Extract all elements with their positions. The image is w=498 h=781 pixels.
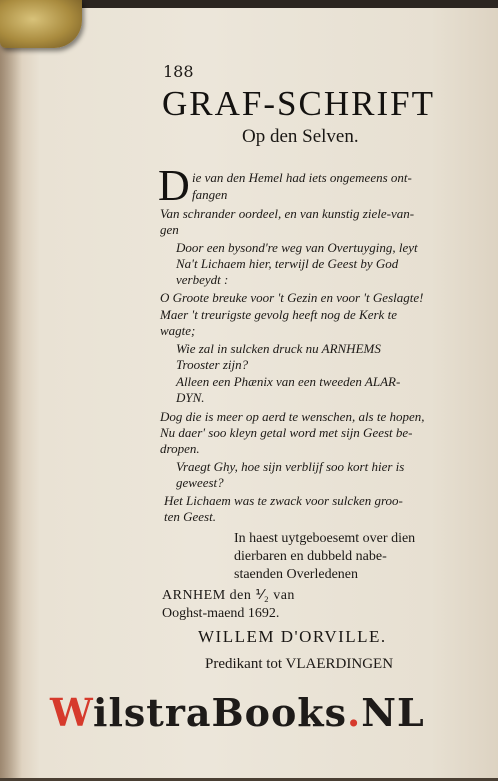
dateline-month-year: Ooghst-maend 1692. <box>162 606 280 621</box>
poem-line-2: fangen <box>192 187 228 202</box>
poem-line-4: gen <box>160 222 179 237</box>
brass-clip-icon <box>0 0 82 48</box>
poem-line-11: Wie zal in sulcken druck nu ARNHEMS <box>176 341 381 356</box>
page-number: 188 <box>163 62 194 81</box>
watermark-initial: W <box>50 690 94 735</box>
poem-line-13: Alleen een Phænix van een tweeden ALAR- <box>176 374 401 389</box>
signature-name: WILLEM D'ORVILLE. <box>198 627 387 646</box>
poem-line-15: Dog die is meer op aerd te wenschen, als te hopen, <box>160 409 425 424</box>
poem-line-1: ie van den Hemel had iets ongemeens ont- <box>192 170 412 185</box>
postscript-line-1: In haest uytgeboesemt over dien <box>234 531 416 546</box>
poem-line-3: Van schrander oordeel, en van kunstig ziele-van- <box>160 206 415 221</box>
watermark-dot: . <box>347 690 362 735</box>
poem-line-21: ten Geest. <box>164 509 216 524</box>
poem-line-9: Maer 't treurigste gevolg heeft nog de Kerk te <box>160 307 397 322</box>
postscript-line-3: staenden Overledenen <box>234 567 358 582</box>
watermark-tld: NL <box>361 690 425 735</box>
page-subtitle: Op den Selven. <box>242 126 359 147</box>
poem-line-7: verbeydt : <box>176 272 229 287</box>
poem-line-16: Nu daer' soo kleyn getal word met sijn Geest be- <box>160 425 413 440</box>
watermark-name: ilstraBooks <box>93 690 348 735</box>
postscript-line-2: dierbaren en dubbeld nabe- <box>234 549 387 564</box>
signature-role: Predikant tot VLAERDINGEN <box>205 656 394 672</box>
poem-line-8: O Groote breuke voor 't Gezin en voor 't Geslagte! <box>160 290 424 305</box>
poem-line-20: Het Lichaem was te zwack voor sulcken groo- <box>164 493 403 508</box>
poem-line-6: Na't Lichaem hier, terwijl de Geest by God <box>176 256 399 271</box>
poem-line-18: Vraegt Ghy, hoe sijn verblijf soo kort hier is <box>176 459 405 474</box>
watermark <box>50 690 425 735</box>
poem-line-12: Trooster zijn? <box>176 357 249 372</box>
page-gutter-shadow <box>0 8 22 778</box>
poem-line-10: wagte; <box>160 323 196 338</box>
poem-line-5: Door een bysond're weg van Overtuyging, leyt <box>176 240 418 255</box>
poem-line-17: dropen. <box>160 441 200 456</box>
drop-cap: D <box>158 161 190 210</box>
poem-line-14: DYN. <box>176 390 205 405</box>
poem-line-19: geweest? <box>176 475 224 490</box>
dateline-place-date: ARNHEM den ⅟₂ van <box>162 588 295 603</box>
page-title: GRAF-SCHRIFT <box>162 84 435 123</box>
